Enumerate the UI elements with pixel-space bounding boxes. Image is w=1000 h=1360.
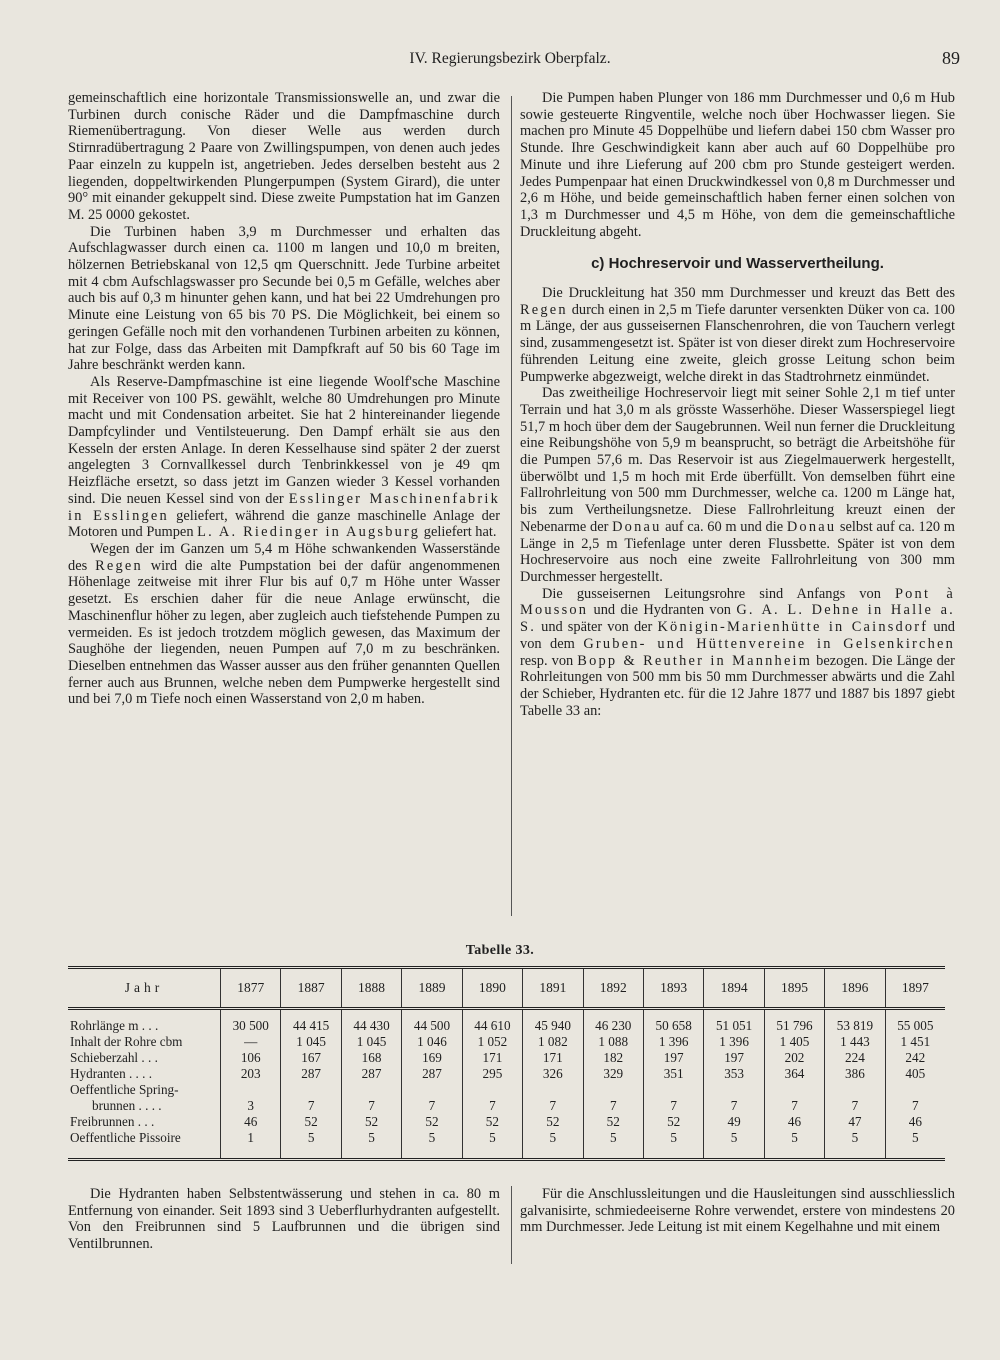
table-body xyxy=(68,1009,945,1160)
page-header xyxy=(60,46,960,78)
table-cell: 1 396 xyxy=(643,1034,703,1050)
table-cell: 7 xyxy=(764,1082,824,1114)
text-run: Als Reserve-Dampfmaschine ist eine liegende Woolf'sche Maschine mit Receiver von 100 PS. gewählt, welche 80 Umdrehungen pro Minute macht und mit Condensation arbeitet. Sie hat 2 hintereinander liegende Dampfcylinder und Ventilsteuerung. Den Dampf erhält sie aus den Kesseln der ersten Anlage. In deren Kesselhause sind später 2 der zuerst angelegten 3 Cornvallkessel durch Tenbrinkkessel von je 49 qm Heizfläche ersetzt, so dass jetzt im Ganzen wieder 3 Kessel vorhanden sind. Die neuen Kessel sind von der xyxy=(68,373,500,507)
table-cell: 7 xyxy=(643,1082,703,1114)
row-label-line: brunnen . . . . xyxy=(92,1098,162,1113)
row-label: Inhalt der Rohre cbm xyxy=(70,1034,183,1049)
table-cell: 203 xyxy=(221,1066,281,1082)
paragraph: Die Turbinen haben 3,9 m Durchmesser und erhalten das Aufschlagwasser durch einen ca. 1100 m langen und 10,0 m breiten, hölzernen Betriebskanal von 12,5 qm Querschnitt. Jede Turbine arbeitet mit 4 cbm Aufschlagswasser pro Secunde bei 0,5 m Gefälle, welches aber auch bis auf 0,3 m hinunter gehen kann, und hat bei 22 Umdrehungen pro Minute eine Leistung von 65 bis 70 PS. Die Möglichkeit, bei einem so geringen Gefälle noch mit den vorhandenen Turbinen arbeiten zu können, hat zur Folge, dass das Arbeiten mit Dampfkraft auf 50 bis 60 Tage im Jahre beschränkt werden kann. xyxy=(68,223,500,374)
table-cell: 295 xyxy=(462,1066,522,1082)
table-cell: 46 xyxy=(221,1114,281,1130)
table-cell: 46 xyxy=(764,1114,824,1130)
table-cell: 44 415 xyxy=(281,1009,341,1035)
table-cell: 167 xyxy=(281,1050,341,1066)
table-row xyxy=(68,1066,945,1082)
text-run: Die Druckleitung hat 350 mm Durchmesser und kreuzt das Bett des xyxy=(542,285,955,302)
table-cell: 7 xyxy=(341,1082,401,1114)
year-header: 1896 xyxy=(825,968,885,1009)
row-label: Schieberzahl . . . xyxy=(70,1050,158,1065)
table-row xyxy=(68,1009,945,1035)
table-cell: 168 xyxy=(341,1050,401,1066)
text-run: durch einen in 2,5 m Tiefe darunter versenkten Düker von ca. 100 m Länge, der aus gusseisernen Flanschenrohren, die von Tauchern verlegt sind, zusammengesetzt ist. Später ist von dieser direkt zum Hochreservoire führenden Leitung eine zweite, gleich grosse Leitung schon beim Pumpwerke abgezweigt, welche direkt in das Stadtrohrnetz einmündet. xyxy=(520,301,955,385)
table-cell: 7 xyxy=(523,1082,583,1114)
paragraph xyxy=(68,541,500,708)
table-cell: 5 xyxy=(402,1130,462,1160)
spaced-name: Pont à Mousson xyxy=(520,585,955,619)
table-cell: 351 xyxy=(643,1066,703,1082)
table-cell: 5 xyxy=(704,1130,764,1160)
table-cell: 169 xyxy=(402,1050,462,1066)
table-cell: 1 451 xyxy=(885,1034,945,1050)
table-cell: 52 xyxy=(523,1114,583,1130)
table-cell: 287 xyxy=(281,1066,341,1082)
year-header: 1897 xyxy=(885,968,945,1009)
paragraph xyxy=(520,586,955,720)
spaced-name: Bopp & Reuther in Mannheim xyxy=(577,652,813,669)
table-cell: 52 xyxy=(643,1114,703,1130)
text-run: bezogen. Die Länge der Rohrleitungen von 500 mm bis 50 mm Durchmesser abwärts und die Zahl der Schieber, Hydranten etc. für die 12 Jahre 1877 und 1887 bis 1897 giebt Tabelle 33 an: xyxy=(520,652,955,719)
table-cell: 106 xyxy=(221,1050,281,1066)
year-header: 1894 xyxy=(704,968,764,1009)
table-cell: 7 xyxy=(583,1082,643,1114)
table-cell: 7 xyxy=(825,1082,885,1114)
bottom-left-column xyxy=(68,1186,500,1253)
text-run: Das zweitheilige Hochreservoir liegt mit seiner Sohle 2,1 m tief unter Terrain und hat 3,0 m als grösste Wasserhöhe. Dieser Wasserspiegel liegt 51,7 m hoch über dem der Saugebrunnen. Weil nun ferner die Druckleitung eine Reibungshöhe von 5,9 m beansprucht, so beträgt die Arbeitshöhe für die Pumpen 57,6 m. Das Reservoir ist aus Ziegelmauerwerk hergestellt, überwölbt und 1,5 m hoch mit Erde überfüllt. Von demselben führt eine Fallrohrleitung von 500 mm Durchmesser, welche ca. 1200 m Länge hat, bis zum Vertheilungsnetze. Diese Fallrohrleitung kreuzt einen der Nebenarme der xyxy=(520,385,955,535)
table-cell: 171 xyxy=(523,1050,583,1066)
spaced-name: Donau xyxy=(786,518,837,535)
table-cell: 44 500 xyxy=(402,1009,462,1035)
table-cell: 5 xyxy=(885,1130,945,1160)
column-header: Jahr xyxy=(68,968,221,1009)
row-label: Rohrlänge m . . . xyxy=(70,1018,159,1033)
table-cell: 1 046 xyxy=(402,1034,462,1050)
data-table xyxy=(68,966,945,1161)
spaced-name: Regen xyxy=(95,557,143,574)
row-label: Oeffentliche Pissoire xyxy=(70,1130,181,1145)
year-header: 1888 xyxy=(341,968,401,1009)
paragraph: Für die Anschlussleitungen und die Hausleitungen sind ausschliesslich galvanisirte, schmiedeeiserne Rohre verwendet, erstere von mindestens 20 mm Durchmesser. Jede Leitung ist mit einem Kegelhahne und mit einem xyxy=(520,1186,955,1236)
text-run: resp. von xyxy=(520,652,574,669)
row-label-line: Oeffentliche Spring- xyxy=(70,1082,179,1097)
table-cell: 52 xyxy=(462,1114,522,1130)
table-cell: 46 230 xyxy=(583,1009,643,1035)
year-header: 1892 xyxy=(583,968,643,1009)
text-run: wird die alte Pumpstation bei der dafür angenommenen Höhenlage zeitweise mit ihrer Flur bis auf 0,7 m Höhe unter Wasser gesetzt. Es erschien daher für die neue Anlage erwünscht, die Maschinenflur höher zu legen, aber zugleich auch tiefstehende Pumpen zu vermeiden. Es ist jedoch trotzdem möglich gewesen, das Maximum der Saughöhe der liegenden, neuen Pumpen auf 7,0 m zu beschränken. Dieselben entnehmen das Wasser ausser aus den früher genannten Quellen ferner auch aus Brunnen, welche neben dem Pumpwerke hergestellt sind und bei 7,0 m Tiefe noch einen Wasserstand von 2,0 m haben. xyxy=(68,557,500,708)
paragraph xyxy=(520,385,955,585)
spaced-name: Regen xyxy=(520,301,568,318)
table-header-row xyxy=(68,968,945,1009)
spaced-name: Gruben- und Hüttenvereine in Gelsenkirchen xyxy=(583,635,955,652)
table-cell: 1 052 xyxy=(462,1034,522,1050)
row-label xyxy=(68,1082,221,1114)
table-cell: 242 xyxy=(885,1050,945,1066)
table-cell: 7 xyxy=(462,1082,522,1114)
right-column xyxy=(520,90,955,719)
table-cell: 47 xyxy=(825,1114,885,1130)
table-cell: 44 610 xyxy=(462,1009,522,1035)
table-cell: 1 045 xyxy=(281,1034,341,1050)
table-cell: 197 xyxy=(704,1050,764,1066)
table-cell: 5 xyxy=(341,1130,401,1160)
spaced-name: L. A. Riedinger in Augsburg xyxy=(197,524,421,541)
text-run: und die Hydranten von xyxy=(593,602,731,619)
table-row xyxy=(68,1034,945,1050)
table-cell: 7 xyxy=(885,1082,945,1114)
paragraph xyxy=(520,285,955,385)
table-cell: 5 xyxy=(523,1130,583,1160)
table-cell: 353 xyxy=(704,1066,764,1082)
paragraph: Die Pumpen haben Plunger von 186 mm Durchmesser und 0,6 m Hub sowie gesteuerte Ringventile, welche noch über Hochwasser liegen. Sie machen pro Minute 45 Doppelhübe und liefern dabei 150 cbm Wasser pro Stunde. Ihre Geschwindigkeit kann aber auch auf 60 Doppelhübe pro Minute und ihre Lieferung auf 200 cbm pro Stunde gesteigert werden. Jedes Pumpenpaar hat einen Druckwindkessel von 0,8 m Durchmesser und 2,6 m Höhe, und beide gemeinschaftlich haben ferner einen solchen von 1,3 m Durchmesser und 4,5 m Höhe, von dem die gemeinschaftliche Druckleitung abgeht. xyxy=(520,90,955,240)
column-divider xyxy=(511,1186,512,1264)
table-cell: 326 xyxy=(523,1066,583,1082)
table-cell: 182 xyxy=(583,1050,643,1066)
year-header: 1895 xyxy=(764,968,824,1009)
table-cell: 3 xyxy=(221,1082,281,1114)
text-run: geliefert hat. xyxy=(423,524,497,541)
left-column xyxy=(68,90,500,708)
table-cell: 1 045 xyxy=(341,1034,401,1050)
bottom-right-column xyxy=(520,1186,955,1236)
paragraph: Die Hydranten haben Selbstentwässerung und stehen in ca. 80 m Entfernung von einander. Seit 1893 sind 3 Ueberflurhydranten aufgestellt. Von den Freibrunnen sind 5 Laufbrunnen und die übrigen sind Ventilbrunnen. xyxy=(68,1186,500,1253)
table-cell: 52 xyxy=(281,1114,341,1130)
row-label: Hydranten . . . . xyxy=(70,1066,153,1081)
table-cell: 55 005 xyxy=(885,1009,945,1035)
table-row xyxy=(68,1082,945,1114)
table-cell: 5 xyxy=(583,1130,643,1160)
text-run: selbst auf ca. 120 m Länge in 2,5 m Tiefenlage unter deren Flussbette. Später ist von dem Hochreservoire aus noch eine zweite Fallrohrleitung von 300 mm Durchmesser hergestellt. xyxy=(520,518,955,585)
table-cell: 7 xyxy=(402,1082,462,1114)
table-cell: 51 796 xyxy=(764,1009,824,1035)
spaced-name: Esslinger Maschinenfabrik in Esslingen xyxy=(68,490,500,524)
table-cell: 49 xyxy=(704,1114,764,1130)
table-cell: 364 xyxy=(764,1066,824,1082)
year-header: 1877 xyxy=(221,968,281,1009)
table-cell: 52 xyxy=(341,1114,401,1130)
table-cell: 5 xyxy=(281,1130,341,1160)
table-row xyxy=(68,1114,945,1130)
table-cell: 30 500 xyxy=(221,1009,281,1035)
table-cell: 1 088 xyxy=(583,1034,643,1050)
table-cell: 7 xyxy=(281,1082,341,1114)
table-cell: 1 082 xyxy=(523,1034,583,1050)
table-cell: 1 443 xyxy=(825,1034,885,1050)
table-cell: 171 xyxy=(462,1050,522,1066)
table-row xyxy=(68,1130,945,1160)
table-cell: 1 396 xyxy=(704,1034,764,1050)
year-header: 1887 xyxy=(281,968,341,1009)
table-cell: 44 430 xyxy=(341,1009,401,1035)
table-cell: 224 xyxy=(825,1050,885,1066)
text-run: Wegen der im Ganzen um 5,4 m Höhe schwankenden Wasserstände des xyxy=(68,540,500,574)
paragraph xyxy=(68,374,500,541)
text-run: geliefert, während die ganze maschinelle Anlage der Motoren und Pumpen xyxy=(68,507,500,541)
paragraph: gemeinschaftlich eine horizontale Transmissionswelle an, und zwar die Turbinen durch conische Räder und die Dampfmaschine durch Riemenübertragung. Von dieser Welle aus werden durch Stirnradübertragung 2 Paare von Zwillingspumpen, von denen auch jedes Paar einzeln zu kuppeln ist, angetrieben. Jedes derselben besteht aus 2 liegenden, doppeltwirkenden Plungerpumpen (System Girard), die unter 90° mit einander gekuppelt sind. Diese zweite Pumpstation hat im Ganzen M. 25 0000 gekostet. xyxy=(68,90,500,223)
text-run: und von dem xyxy=(520,619,955,652)
table-cell: 287 xyxy=(341,1066,401,1082)
spaced-name: Königin-Marienhütte in Cainsdorf xyxy=(657,619,929,636)
table-cell: 5 xyxy=(764,1130,824,1160)
table-cell: 202 xyxy=(764,1050,824,1066)
spaced-name: Donau xyxy=(612,518,662,535)
text-run: und später von der xyxy=(541,619,653,636)
table-cell: 51 051 xyxy=(704,1009,764,1035)
text-run: auf ca. 60 m und die xyxy=(665,518,784,535)
table-cell: 386 xyxy=(825,1066,885,1082)
table-cell: 53 819 xyxy=(825,1009,885,1035)
text-run: Die gusseisernen Leitungsrohre sind Anfangs von xyxy=(542,585,881,602)
table-cell: 46 xyxy=(885,1114,945,1130)
table-cell: — xyxy=(221,1034,281,1050)
year-header: 1889 xyxy=(402,968,462,1009)
table-wrapper xyxy=(68,966,945,1161)
table-title: Tabelle 33. xyxy=(465,943,535,958)
year-header: 1893 xyxy=(643,968,703,1009)
table-cell: 197 xyxy=(643,1050,703,1066)
table-cell: 329 xyxy=(583,1066,643,1082)
table-cell: 52 xyxy=(583,1114,643,1130)
table-cell: 5 xyxy=(462,1130,522,1160)
table-cell: 1 405 xyxy=(764,1034,824,1050)
spaced-name: G. A. L. Dehne in Halle a. S. xyxy=(520,602,955,636)
year-header: 1891 xyxy=(523,968,583,1009)
running-title: IV. Regierungsbezirk Oberpfalz. xyxy=(409,50,611,67)
column-divider xyxy=(511,96,512,916)
table-cell: 1 xyxy=(221,1130,281,1160)
table-cell: 287 xyxy=(402,1066,462,1082)
table-cell: 52 xyxy=(402,1114,462,1130)
page-number: 89 xyxy=(942,48,960,68)
table-cell: 5 xyxy=(643,1130,703,1160)
row-label: Freibrunnen . . . xyxy=(70,1114,155,1129)
table-row xyxy=(68,1050,945,1066)
table-cell: 7 xyxy=(704,1082,764,1114)
table-cell: 405 xyxy=(885,1066,945,1082)
section-heading: c) Hochreservoir und Wasservertheilung. xyxy=(591,255,884,273)
table-cell: 5 xyxy=(825,1130,885,1160)
table-cell: 50 658 xyxy=(643,1009,703,1035)
year-header: 1890 xyxy=(462,968,522,1009)
table-cell: 45 940 xyxy=(523,1009,583,1035)
